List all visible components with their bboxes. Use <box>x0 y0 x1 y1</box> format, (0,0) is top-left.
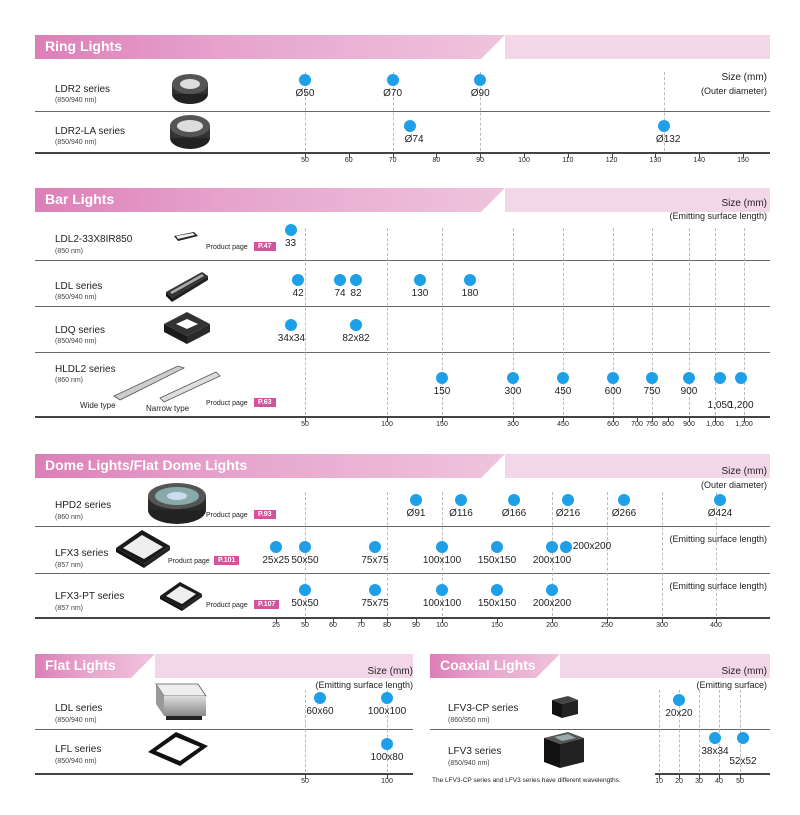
axis-tick-label: 80 <box>383 622 391 629</box>
size-dot <box>455 494 467 506</box>
size-dot <box>369 541 381 553</box>
product-page-label: Product page <box>206 400 248 407</box>
size-dot <box>285 319 297 331</box>
axis-tick-label: 50 <box>301 622 309 629</box>
size-dot <box>270 541 282 553</box>
size-dot <box>491 584 503 596</box>
flat-dome-lfx3-icon <box>114 528 172 572</box>
size-label: Ø50 <box>295 88 315 99</box>
axis-tick-label: 300 <box>656 622 668 629</box>
flat-size-sublabel: (Emitting surface length) <box>315 680 413 690</box>
size-label: 450 <box>554 386 572 397</box>
axis-tick-label: 25 <box>272 622 280 629</box>
coaxial-lfv3-icon <box>540 730 588 770</box>
axis-tick-label: 150 <box>737 157 749 164</box>
size-dot <box>387 74 399 86</box>
axis-tick-label: 400 <box>710 622 722 629</box>
wide-type-label: Wide type <box>80 401 116 410</box>
dome-axis <box>35 617 770 619</box>
size-dot <box>334 274 346 286</box>
size-label: Ø90 <box>470 88 490 99</box>
axis-tick-label: 40 <box>715 778 723 785</box>
size-dot <box>414 274 426 286</box>
size-dot <box>683 372 695 384</box>
axis-tick-label: 100 <box>436 622 448 629</box>
coax-note: The LFV3-CP series and LFV3 series have different wavelengths. <box>432 777 621 784</box>
size-label: 25x25 <box>262 555 290 566</box>
axis-tick-label: 750 <box>646 421 658 428</box>
size-dot <box>560 541 572 553</box>
axis-tick-label: 250 <box>601 622 613 629</box>
size-label: 38x34 <box>701 746 729 757</box>
product-page-badge[interactable]: P.107 <box>254 600 279 609</box>
flat-size-label: Size (mm) <box>367 666 413 677</box>
row-name: LDL2-33X8IR850 <box>55 234 133 245</box>
coax-section-title: Coaxial Lights <box>440 657 536 673</box>
row-wavelength: (850/940 nm) <box>55 139 97 146</box>
axis-tick-label: 50 <box>301 778 309 785</box>
size-dot <box>607 372 619 384</box>
coax-section-header <box>430 654 770 678</box>
axis-tick-label: 70 <box>388 157 397 164</box>
coax-size-label: Size (mm) <box>721 666 767 677</box>
size-label: 34x34 <box>277 333 306 344</box>
row-wavelength: (860 nm) <box>55 514 84 521</box>
size-label: 33 <box>284 238 297 249</box>
axis-tick-label: 50 <box>736 778 744 785</box>
grid-line <box>744 228 745 415</box>
size-label: 180 <box>461 288 479 299</box>
dome-light-hpd2-icon <box>146 480 208 526</box>
size-dot <box>410 494 422 506</box>
size-dot <box>507 372 519 384</box>
size-label: 100x80 <box>370 752 404 763</box>
ring-section-header <box>35 35 770 59</box>
axis-tick-label: 150 <box>491 622 503 629</box>
size-label: 150x150 <box>477 598 517 609</box>
size-label: 50x50 <box>291 598 319 609</box>
axis-tick-label: 1,200 <box>735 421 753 428</box>
dome-size-sublabel: (Outer diameter) <box>700 480 767 490</box>
size-dot <box>436 584 448 596</box>
product-page-label: Product page <box>206 602 248 609</box>
axis-tick-label: 900 <box>683 421 695 428</box>
size-dot <box>436 372 448 384</box>
bar-section-title: Bar Lights <box>45 191 115 207</box>
grid-line <box>607 492 608 616</box>
size-dot <box>299 74 311 86</box>
size-dot <box>737 732 749 744</box>
ring-size-sublabel: (Outer diameter) <box>700 86 767 96</box>
product-page-badge[interactable]: P.47 <box>254 242 276 251</box>
size-label: Ø74 <box>404 134 424 145</box>
row-name: LFL series <box>55 744 102 755</box>
grid-line <box>719 690 720 772</box>
product-page-badge[interactable]: P.63 <box>254 398 276 407</box>
coax-axis <box>655 773 770 775</box>
row-name: LFX3-PT series <box>55 591 125 602</box>
grid-line <box>662 492 663 616</box>
size-dot <box>292 274 304 286</box>
bar-size-label: Size (mm) <box>721 198 767 209</box>
product-page-label: Product page <box>206 512 248 519</box>
grid-line <box>387 228 388 415</box>
axis-tick-label: 200 <box>546 622 558 629</box>
size-dot <box>546 584 558 596</box>
size-dot <box>285 224 297 236</box>
axis-tick-label: 700 <box>631 421 643 428</box>
row-divider <box>35 352 770 353</box>
grid-line <box>305 690 306 772</box>
size-dot <box>618 494 630 506</box>
axis-tick-label: 1,000 <box>706 421 724 428</box>
row-name: HPD2 series <box>55 500 112 511</box>
row-divider <box>35 573 770 574</box>
row-wavelength: (850 nm) <box>55 248 84 255</box>
size-label: 130 <box>411 288 429 299</box>
product-page-label: Product page <box>206 244 248 251</box>
size-dot <box>350 274 362 286</box>
ring-axis <box>35 152 770 154</box>
axis-tick-label: 110 <box>562 157 574 164</box>
axis-tick-label: 60 <box>329 622 337 629</box>
size-dot <box>299 541 311 553</box>
flat-light-lfl-icon <box>146 730 210 770</box>
size-dot <box>491 541 503 553</box>
size-label: 82x82 <box>342 333 370 344</box>
size-label: Ø166 <box>501 508 527 519</box>
grid-line <box>699 690 700 772</box>
size-label: 300 <box>504 386 522 397</box>
size-label: 150 <box>433 386 451 397</box>
size-label: 750 <box>643 386 661 397</box>
size-dot <box>709 732 721 744</box>
row-wavelength: (850/940 nm) <box>448 760 490 767</box>
size-dot <box>381 738 393 750</box>
size-dot <box>369 584 381 596</box>
size-label: 100x100 <box>422 598 462 609</box>
size-dot <box>557 372 569 384</box>
row-name: LDQ series <box>55 325 106 336</box>
axis-tick-label: 120 <box>605 157 618 164</box>
axis-tick-label: 100 <box>381 421 393 428</box>
bar-light-ldq-icon <box>162 310 212 348</box>
bar-section-header <box>35 188 770 212</box>
size-dot <box>381 692 393 704</box>
row-divider <box>35 526 770 527</box>
size-label: 1,200 <box>728 400 754 411</box>
axis-tick-label: 30 <box>695 778 703 785</box>
size-label: 75x75 <box>361 555 389 566</box>
row-wavelength: (850/940 nm) <box>55 758 97 765</box>
size-label: 200x200 <box>572 541 612 552</box>
grid-line <box>715 228 716 415</box>
bar-light-hldl2-icon <box>112 362 222 404</box>
dome-section-title: Dome Lights/Flat Dome Lights <box>45 457 248 473</box>
axis-tick-label: 50 <box>301 157 309 164</box>
size-label: 600 <box>604 386 622 397</box>
flat-axis <box>35 773 413 775</box>
row-divider <box>35 729 413 730</box>
row-name: LDR2-LA series <box>55 126 126 137</box>
size-label: Ø424 <box>707 508 733 519</box>
dome-size-label: Size (mm) <box>721 466 767 477</box>
axis-tick-label: 450 <box>557 421 569 428</box>
bar-light-ldl-icon <box>162 268 212 304</box>
product-page-badge[interactable]: P.93 <box>254 510 276 519</box>
axis-tick-label: 70 <box>357 622 365 629</box>
product-page-badge[interactable]: P.101 <box>214 556 239 565</box>
size-label: Ø132 <box>655 134 681 145</box>
size-dot <box>562 494 574 506</box>
size-label: 900 <box>680 386 698 397</box>
axis-tick-label: 600 <box>607 421 619 428</box>
dome-section-header <box>35 454 770 478</box>
size-label: 42 <box>292 288 304 299</box>
size-dot <box>464 274 476 286</box>
row-wavelength: (857 nm) <box>55 562 84 569</box>
size-label: Ø266 <box>611 508 637 519</box>
size-label: 1,050 <box>707 400 733 411</box>
axis-tick-label: 150 <box>436 421 448 428</box>
axis-tick-label: 60 <box>344 157 353 164</box>
size-label: Ø70 <box>383 88 403 99</box>
flat-section-title: Flat Lights <box>45 657 116 673</box>
bar-size-sublabel: (Emitting surface length) <box>669 211 767 221</box>
row-wavelength: (857 nm) <box>55 605 84 612</box>
flat-dome-lfx3-pt-icon <box>158 580 204 614</box>
ring-section-title: Ring Lights <box>45 38 122 54</box>
size-dot <box>436 541 448 553</box>
size-label: Ø216 <box>555 508 581 519</box>
size-label: 60x60 <box>306 706 334 717</box>
size-dot <box>350 319 362 331</box>
size-label: Ø116 <box>449 508 473 519</box>
axis-tick-label: 90 <box>412 622 420 629</box>
ring-light-ldr2-la-icon <box>168 112 212 152</box>
size-dot <box>673 694 685 706</box>
row-name: LFV3-CP series <box>448 703 519 714</box>
row-divider <box>35 111 770 112</box>
row-divider <box>35 260 770 261</box>
size-dot <box>714 494 726 506</box>
grid-line <box>305 228 306 415</box>
ring-light-ldr2-icon <box>170 70 210 108</box>
size-dot <box>546 541 558 553</box>
size-label: 74 <box>334 288 346 299</box>
axis-tick-label: 800 <box>662 421 674 428</box>
row-name: LFX3 series <box>55 548 109 559</box>
row-wavelength: (850/940 nm) <box>55 338 97 345</box>
size-label: 82 <box>350 288 362 299</box>
ring-size-label: Size (mm) <box>721 72 767 83</box>
row-wavelength: (850/940 nm) <box>55 294 97 301</box>
size-label: 52x52 <box>729 756 757 767</box>
size-label: 200x200 <box>532 598 572 609</box>
row-wavelength: (850/940 nm) <box>55 97 97 104</box>
grid-line <box>659 690 660 772</box>
axis-tick-label: 100 <box>381 778 393 785</box>
size-dot <box>404 120 416 132</box>
size-dot <box>299 584 311 596</box>
axis-tick-label: 80 <box>432 157 441 164</box>
flat-light-ldl-icon <box>150 680 208 722</box>
row-name: LDL series <box>55 703 103 714</box>
size-dot <box>314 692 326 704</box>
dome-size-sublabel-2: (Emitting surface length) <box>669 534 767 544</box>
size-label: 50x50 <box>291 555 319 566</box>
axis-tick-label: 10 <box>655 778 663 785</box>
size-label: Ø91 <box>406 508 426 519</box>
size-dot <box>658 120 670 132</box>
row-name: LFV3 series <box>448 746 502 757</box>
axis-tick-label: 20 <box>675 778 683 785</box>
coax-size-sublabel: (Emitting surface) <box>696 680 767 690</box>
axis-tick-label: 50 <box>301 421 309 428</box>
size-dot <box>714 372 726 384</box>
axis-tick-label: 100 <box>518 157 530 164</box>
bar-light-ldl2-icon <box>172 230 200 244</box>
size-dot <box>735 372 747 384</box>
size-dot <box>508 494 520 506</box>
size-dot <box>646 372 658 384</box>
product-page-label: Product page <box>168 558 210 565</box>
size-label: 100x100 <box>422 555 462 566</box>
row-name: LDR2 series <box>55 84 111 95</box>
row-wavelength: (860 nm) <box>55 377 84 384</box>
size-label: 150x150 <box>477 555 517 566</box>
size-label: 20x20 <box>665 708 693 719</box>
size-dot <box>474 74 486 86</box>
row-divider <box>35 306 770 307</box>
axis-tick-label: 140 <box>693 157 706 164</box>
dome-size-sublabel-3: (Emitting surface length) <box>669 581 767 591</box>
narrow-type-label: Narrow type <box>146 404 190 413</box>
row-wavelength: (860/950 nm) <box>448 717 490 724</box>
axis-tick-label: 130 <box>649 157 662 164</box>
row-wavelength: (850/940 nm) <box>55 717 97 724</box>
coaxial-lfv3-cp-icon <box>548 694 580 720</box>
axis-tick-label: 90 <box>476 157 485 164</box>
size-label: 75x75 <box>361 598 389 609</box>
axis-tick-label: 300 <box>507 421 519 428</box>
row-name: LDL series <box>55 281 103 292</box>
row-name: HLDL2 series <box>55 364 116 375</box>
size-label: 200x100 <box>532 555 572 566</box>
bar-axis <box>35 416 770 418</box>
size-label: 100x100 <box>367 706 407 717</box>
